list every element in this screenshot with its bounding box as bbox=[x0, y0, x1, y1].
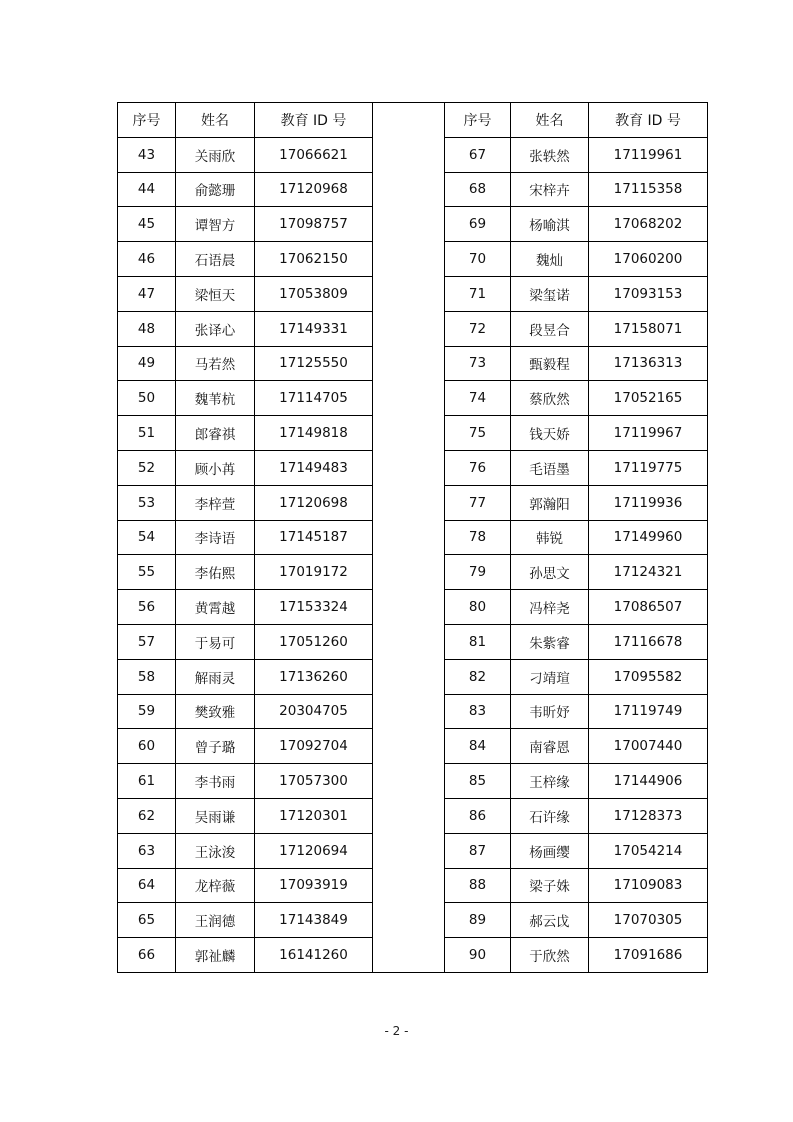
seq-cell: 66 bbox=[118, 938, 176, 973]
column-gap bbox=[373, 346, 445, 381]
seq-cell: 69 bbox=[445, 207, 511, 242]
seq-cell: 54 bbox=[118, 520, 176, 555]
column-gap bbox=[373, 172, 445, 207]
seq-cell: 65 bbox=[118, 903, 176, 938]
id-cell: 17092704 bbox=[255, 729, 373, 764]
seq-cell: 51 bbox=[118, 416, 176, 451]
name-cell: 宋梓卉 bbox=[511, 172, 589, 207]
page-number: - 2 - bbox=[384, 1024, 409, 1038]
column-gap bbox=[373, 833, 445, 868]
seq-cell: 53 bbox=[118, 485, 176, 520]
name-cell: 韩锐 bbox=[511, 520, 589, 555]
id-cell: 17125550 bbox=[255, 346, 373, 381]
id-cell: 17136260 bbox=[255, 659, 373, 694]
seq-cell: 81 bbox=[445, 624, 511, 659]
header-seq-left: 序号 bbox=[118, 103, 176, 138]
seq-cell: 74 bbox=[445, 381, 511, 416]
seq-cell: 67 bbox=[445, 137, 511, 172]
name-cell: 王泳浚 bbox=[176, 833, 255, 868]
id-cell: 17091686 bbox=[589, 938, 708, 973]
seq-cell: 68 bbox=[445, 172, 511, 207]
id-cell: 17109083 bbox=[589, 868, 708, 903]
seq-cell: 60 bbox=[118, 729, 176, 764]
seq-cell: 90 bbox=[445, 938, 511, 973]
seq-cell: 76 bbox=[445, 450, 511, 485]
id-cell: 17093919 bbox=[255, 868, 373, 903]
name-cell: 魏苇杭 bbox=[176, 381, 255, 416]
seq-cell: 45 bbox=[118, 207, 176, 242]
name-cell: 蔡欣然 bbox=[511, 381, 589, 416]
column-gap bbox=[373, 381, 445, 416]
seq-cell: 57 bbox=[118, 624, 176, 659]
seq-cell: 82 bbox=[445, 659, 511, 694]
id-cell: 17119936 bbox=[589, 485, 708, 520]
name-cell: 郝云戉 bbox=[511, 903, 589, 938]
seq-cell: 50 bbox=[118, 381, 176, 416]
id-cell: 17114705 bbox=[255, 381, 373, 416]
table-row bbox=[118, 659, 708, 694]
seq-cell: 52 bbox=[118, 450, 176, 485]
name-cell: 吴雨谦 bbox=[176, 798, 255, 833]
id-cell: 17124321 bbox=[589, 555, 708, 590]
column-gap bbox=[373, 485, 445, 520]
id-cell: 17053809 bbox=[255, 276, 373, 311]
name-cell: 段昱合 bbox=[511, 311, 589, 346]
seq-cell: 86 bbox=[445, 798, 511, 833]
seq-cell: 88 bbox=[445, 868, 511, 903]
header-row bbox=[118, 103, 708, 138]
student-id-table bbox=[117, 102, 708, 973]
table-row bbox=[118, 694, 708, 729]
name-cell: 石语晨 bbox=[176, 242, 255, 277]
header-id-right: 教育 ID 号 bbox=[589, 103, 708, 138]
table-row bbox=[118, 938, 708, 973]
seq-cell: 71 bbox=[445, 276, 511, 311]
table-row bbox=[118, 764, 708, 799]
id-cell: 17149331 bbox=[255, 311, 373, 346]
name-cell: 谭智方 bbox=[176, 207, 255, 242]
table-row bbox=[118, 590, 708, 625]
id-cell: 17115358 bbox=[589, 172, 708, 207]
seq-cell: 83 bbox=[445, 694, 511, 729]
name-cell: 梁玺诺 bbox=[511, 276, 589, 311]
id-cell: 17060200 bbox=[589, 242, 708, 277]
column-gap bbox=[373, 103, 445, 138]
seq-cell: 63 bbox=[118, 833, 176, 868]
table-row bbox=[118, 381, 708, 416]
name-cell: 李佑熙 bbox=[176, 555, 255, 590]
seq-cell: 77 bbox=[445, 485, 511, 520]
column-gap bbox=[373, 694, 445, 729]
id-cell: 17051260 bbox=[255, 624, 373, 659]
name-cell: 刁靖瑄 bbox=[511, 659, 589, 694]
name-cell: 南睿恩 bbox=[511, 729, 589, 764]
seq-cell: 44 bbox=[118, 172, 176, 207]
seq-cell: 56 bbox=[118, 590, 176, 625]
column-gap bbox=[373, 729, 445, 764]
name-cell: 郭祉麟 bbox=[176, 938, 255, 973]
id-cell: 17054214 bbox=[589, 833, 708, 868]
column-gap bbox=[373, 798, 445, 833]
table-row bbox=[118, 207, 708, 242]
column-gap bbox=[373, 659, 445, 694]
id-cell: 17120694 bbox=[255, 833, 373, 868]
seq-cell: 80 bbox=[445, 590, 511, 625]
header-seq-right: 序号 bbox=[445, 103, 511, 138]
name-cell: 李诗语 bbox=[176, 520, 255, 555]
name-cell: 于欣然 bbox=[511, 938, 589, 973]
table-row bbox=[118, 520, 708, 555]
table-row bbox=[118, 798, 708, 833]
column-gap bbox=[373, 938, 445, 973]
table-row bbox=[118, 450, 708, 485]
name-cell: 黄霄越 bbox=[176, 590, 255, 625]
name-cell: 顾小苒 bbox=[176, 450, 255, 485]
column-gap bbox=[373, 137, 445, 172]
name-cell: 郎睿祺 bbox=[176, 416, 255, 451]
table-row bbox=[118, 833, 708, 868]
table-row bbox=[118, 485, 708, 520]
column-gap bbox=[373, 903, 445, 938]
column-gap bbox=[373, 624, 445, 659]
id-cell: 17149960 bbox=[589, 520, 708, 555]
seq-cell: 49 bbox=[118, 346, 176, 381]
name-cell: 樊致雅 bbox=[176, 694, 255, 729]
header-name-right: 姓名 bbox=[511, 103, 589, 138]
seq-cell: 47 bbox=[118, 276, 176, 311]
name-cell: 解雨灵 bbox=[176, 659, 255, 694]
id-cell: 20304705 bbox=[255, 694, 373, 729]
id-cell: 17149483 bbox=[255, 450, 373, 485]
id-cell: 17098757 bbox=[255, 207, 373, 242]
seq-cell: 61 bbox=[118, 764, 176, 799]
column-gap bbox=[373, 450, 445, 485]
id-cell: 17116678 bbox=[589, 624, 708, 659]
seq-cell: 59 bbox=[118, 694, 176, 729]
name-cell: 甄毅程 bbox=[511, 346, 589, 381]
column-gap bbox=[373, 590, 445, 625]
name-cell: 韦昕妤 bbox=[511, 694, 589, 729]
table-row bbox=[118, 903, 708, 938]
id-cell: 17153324 bbox=[255, 590, 373, 625]
id-cell: 17120301 bbox=[255, 798, 373, 833]
column-gap bbox=[373, 276, 445, 311]
name-cell: 冯梓尧 bbox=[511, 590, 589, 625]
name-cell: 于易可 bbox=[176, 624, 255, 659]
id-cell: 17136313 bbox=[589, 346, 708, 381]
name-cell: 郭瀚阳 bbox=[511, 485, 589, 520]
table-row bbox=[118, 242, 708, 277]
id-cell: 17068202 bbox=[589, 207, 708, 242]
id-cell: 17052165 bbox=[589, 381, 708, 416]
name-cell: 王梓缘 bbox=[511, 764, 589, 799]
id-cell: 17070305 bbox=[589, 903, 708, 938]
id-cell: 17143849 bbox=[255, 903, 373, 938]
id-cell: 17120698 bbox=[255, 485, 373, 520]
column-gap bbox=[373, 764, 445, 799]
name-cell: 杨喻淇 bbox=[511, 207, 589, 242]
name-cell: 朱紫睿 bbox=[511, 624, 589, 659]
seq-cell: 64 bbox=[118, 868, 176, 903]
table-row bbox=[118, 172, 708, 207]
name-cell: 张轶然 bbox=[511, 137, 589, 172]
seq-cell: 85 bbox=[445, 764, 511, 799]
column-gap bbox=[373, 311, 445, 346]
name-cell: 马若然 bbox=[176, 346, 255, 381]
seq-cell: 43 bbox=[118, 137, 176, 172]
name-cell: 钱天娇 bbox=[511, 416, 589, 451]
id-cell: 17095582 bbox=[589, 659, 708, 694]
table-row bbox=[118, 311, 708, 346]
seq-cell: 89 bbox=[445, 903, 511, 938]
name-cell: 王润德 bbox=[176, 903, 255, 938]
id-cell: 17062150 bbox=[255, 242, 373, 277]
name-cell: 曾子璐 bbox=[176, 729, 255, 764]
column-gap bbox=[373, 416, 445, 451]
seq-cell: 48 bbox=[118, 311, 176, 346]
seq-cell: 62 bbox=[118, 798, 176, 833]
id-cell: 17119961 bbox=[589, 137, 708, 172]
id-cell: 17086507 bbox=[589, 590, 708, 625]
name-cell: 石许缘 bbox=[511, 798, 589, 833]
seq-cell: 87 bbox=[445, 833, 511, 868]
name-cell: 毛语墨 bbox=[511, 450, 589, 485]
name-cell: 俞懿珊 bbox=[176, 172, 255, 207]
column-gap bbox=[373, 555, 445, 590]
column-gap bbox=[373, 242, 445, 277]
id-cell: 17119749 bbox=[589, 694, 708, 729]
name-cell: 梁恒天 bbox=[176, 276, 255, 311]
name-cell: 张译心 bbox=[176, 311, 255, 346]
id-cell: 17066621 bbox=[255, 137, 373, 172]
seq-cell: 46 bbox=[118, 242, 176, 277]
name-cell: 关雨欣 bbox=[176, 137, 255, 172]
id-cell: 17145187 bbox=[255, 520, 373, 555]
id-cell: 17119775 bbox=[589, 450, 708, 485]
id-cell: 17158071 bbox=[589, 311, 708, 346]
name-cell: 魏灿 bbox=[511, 242, 589, 277]
column-gap bbox=[373, 868, 445, 903]
seq-cell: 75 bbox=[445, 416, 511, 451]
name-cell: 李梓萱 bbox=[176, 485, 255, 520]
table-row bbox=[118, 555, 708, 590]
id-cell: 17093153 bbox=[589, 276, 708, 311]
id-cell: 17120968 bbox=[255, 172, 373, 207]
table-row bbox=[118, 729, 708, 764]
id-cell: 17128373 bbox=[589, 798, 708, 833]
table-row bbox=[118, 416, 708, 451]
seq-cell: 84 bbox=[445, 729, 511, 764]
name-cell: 杨画缨 bbox=[511, 833, 589, 868]
column-gap bbox=[373, 520, 445, 555]
id-cell: 16141260 bbox=[255, 938, 373, 973]
table-body bbox=[118, 103, 708, 973]
name-cell: 梁子姝 bbox=[511, 868, 589, 903]
seq-cell: 55 bbox=[118, 555, 176, 590]
id-cell: 17119967 bbox=[589, 416, 708, 451]
seq-cell: 78 bbox=[445, 520, 511, 555]
id-cell: 17007440 bbox=[589, 729, 708, 764]
name-cell: 龙梓薇 bbox=[176, 868, 255, 903]
table-row bbox=[118, 137, 708, 172]
id-cell: 17057300 bbox=[255, 764, 373, 799]
table-row bbox=[118, 624, 708, 659]
table-row bbox=[118, 868, 708, 903]
id-cell: 17149818 bbox=[255, 416, 373, 451]
column-gap bbox=[373, 207, 445, 242]
name-cell: 孙思文 bbox=[511, 555, 589, 590]
header-id-left: 教育 ID 号 bbox=[255, 103, 373, 138]
table-row bbox=[118, 276, 708, 311]
seq-cell: 58 bbox=[118, 659, 176, 694]
id-cell: 17144906 bbox=[589, 764, 708, 799]
seq-cell: 70 bbox=[445, 242, 511, 277]
table-row bbox=[118, 346, 708, 381]
name-cell: 李书雨 bbox=[176, 764, 255, 799]
seq-cell: 72 bbox=[445, 311, 511, 346]
header-name-left: 姓名 bbox=[176, 103, 255, 138]
id-cell: 17019172 bbox=[255, 555, 373, 590]
seq-cell: 79 bbox=[445, 555, 511, 590]
seq-cell: 73 bbox=[445, 346, 511, 381]
